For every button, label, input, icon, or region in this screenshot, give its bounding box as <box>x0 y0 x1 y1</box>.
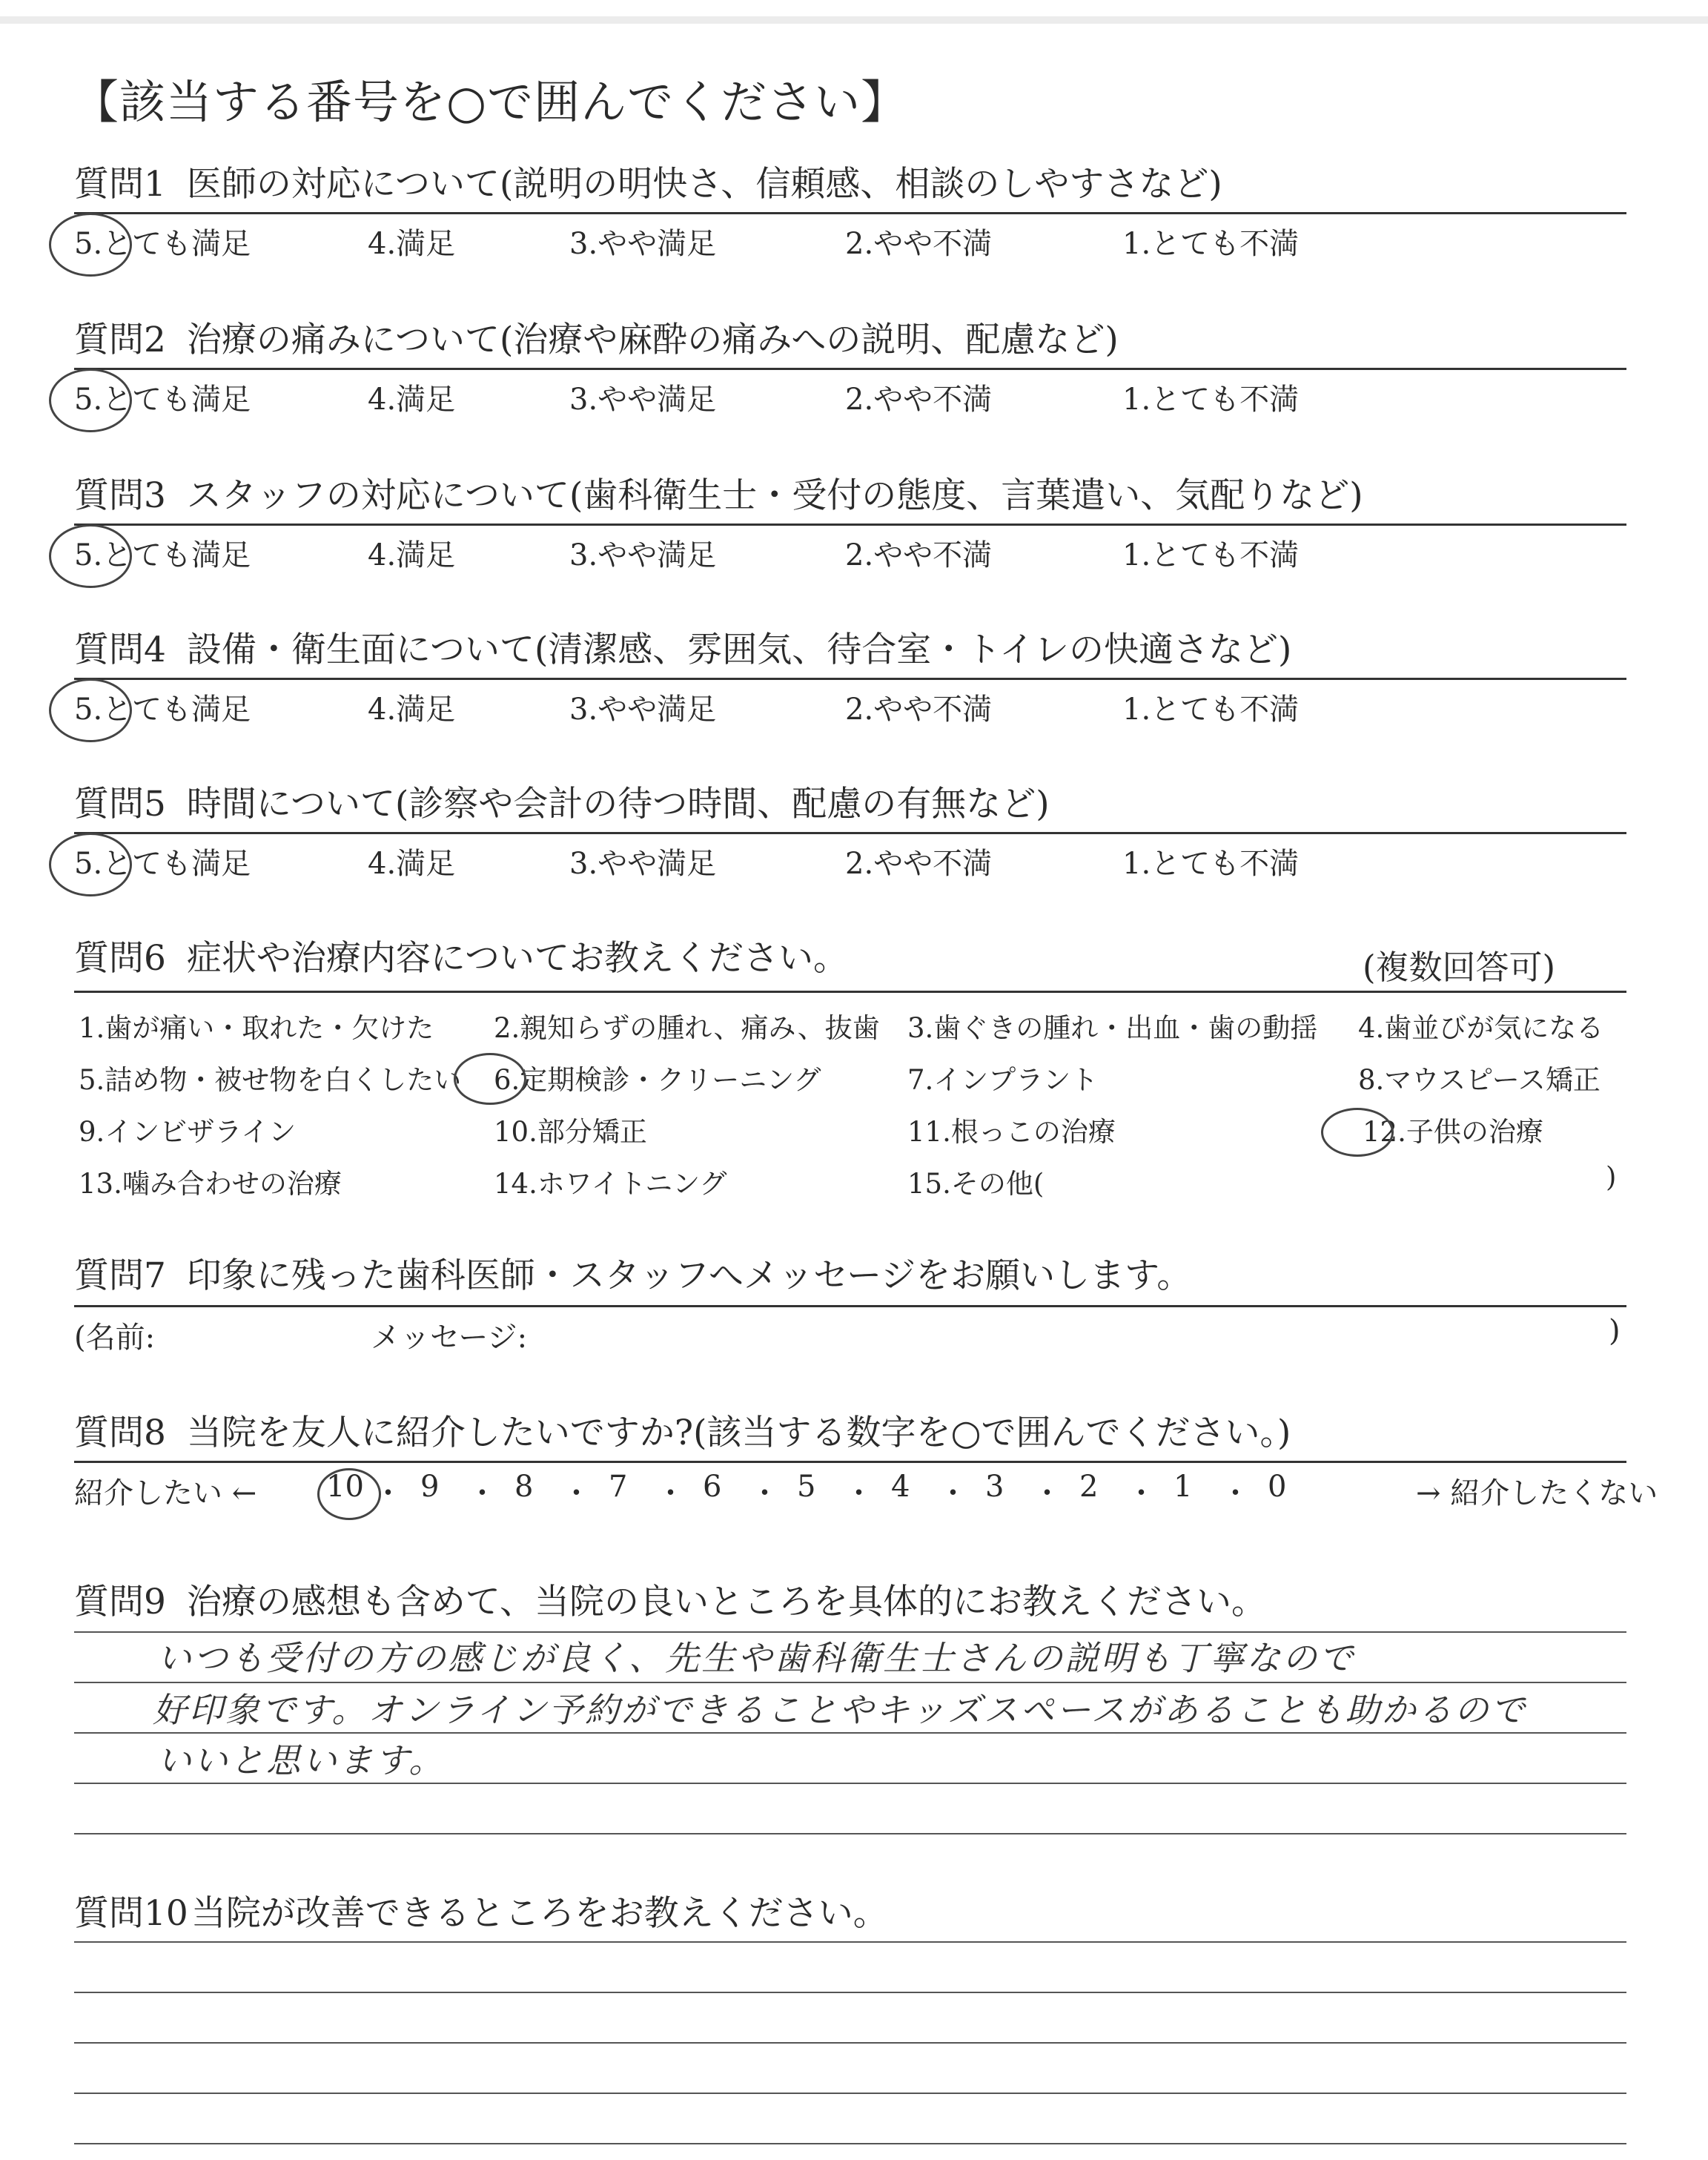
question-1 <box>74 162 1631 262</box>
scale-value[interactable]: 9 <box>420 1470 440 1504</box>
question-number: 質問1 <box>74 164 166 205</box>
question-text: 治療の痛みについて(治療や麻酔の痛みへの説明、配慮など) <box>186 320 1119 360</box>
treatment-option[interactable]: 14.ホワイトニング <box>494 1168 727 1200</box>
answer-line <box>74 1833 1626 1834</box>
scale-separator: ・ <box>1126 1476 1156 1510</box>
handwritten-circle <box>49 213 132 277</box>
close-paren: ) <box>1609 1314 1621 1348</box>
scale-separator: ・ <box>1220 1476 1251 1510</box>
scale-value[interactable]: 7 <box>609 1470 628 1504</box>
rating-option[interactable]: 2.やや不満 <box>845 227 993 261</box>
question-number: 質問4 <box>74 630 166 670</box>
scale-value[interactable]: 1 <box>1174 1470 1193 1504</box>
message-label: メッセージ: <box>371 1321 528 1355</box>
question-rule <box>74 1461 1626 1463</box>
question-rule <box>74 1305 1626 1307</box>
question-7 <box>74 1253 1631 1299</box>
answer-line <box>74 1941 1626 1943</box>
recommend-scale <box>74 1465 1658 1513</box>
scale-value[interactable]: 4 <box>891 1470 910 1504</box>
question-4 <box>74 627 1631 727</box>
scale-separator: ・ <box>749 1476 780 1510</box>
rating-option[interactable]: 1.とても不満 <box>1122 538 1300 572</box>
question-text: 症状や治療内容についてお教えください。 <box>186 938 848 979</box>
treatment-option[interactable]: 15.その他( <box>907 1168 1045 1200</box>
question-3 <box>74 473 1631 573</box>
question-number: 質問5 <box>74 784 166 825</box>
handwritten-circle <box>49 524 132 588</box>
handwritten-circle <box>1321 1108 1394 1157</box>
question-text: 設備・衛生面について(清潔感、雰囲気、待合室・トイレの快適さなど) <box>186 630 1292 670</box>
scale-value[interactable]: 6 <box>703 1470 722 1504</box>
question-9 <box>74 1579 1631 1625</box>
rating-option[interactable]: 5.とても満足 <box>74 847 251 881</box>
question-number: 質問3 <box>74 475 166 516</box>
answer-line <box>74 1992 1626 1993</box>
treatment-option[interactable]: 1.歯が痛い・取れた・欠けた <box>79 1012 434 1044</box>
rating-option[interactable]: 2.やや不満 <box>845 538 993 572</box>
rating-options <box>74 526 1631 573</box>
question-8 <box>74 1410 1631 1456</box>
question-number: 質問9 <box>74 1582 166 1622</box>
handwritten-circle <box>49 678 132 742</box>
rating-option[interactable]: 4.満足 <box>368 693 456 727</box>
rating-option[interactable]: 5.とても満足 <box>74 383 251 417</box>
question-text: 治療の感想も含めて、当院の良いところを具体的にお教えください。 <box>186 1582 1266 1622</box>
treatment-option[interactable]: 9.インビザライン <box>79 1116 297 1148</box>
rating-option[interactable]: 3.やや満足 <box>569 693 717 727</box>
handwritten-answer-line: いつも受付の方の感じが良く、先生や歯科衛生士さんの説明も丁寧なので <box>157 1638 1356 1678</box>
treatment-option[interactable]: 8.マウスピース矯正 <box>1358 1064 1601 1096</box>
question-text: スタッフの対応について(歯科衛生士・受付の態度、言葉遣い、気配りなど) <box>186 475 1363 516</box>
rating-options <box>74 834 1631 882</box>
scale-left-label: 紹介したい ← <box>74 1476 257 1510</box>
answer-line <box>74 2143 1626 2144</box>
rating-option[interactable]: 3.やや満足 <box>569 538 717 572</box>
treatment-option[interactable]: 7.インプラント <box>907 1064 1099 1096</box>
question-number: 質問2 <box>74 320 166 360</box>
question-2 <box>74 317 1631 417</box>
rating-option[interactable]: 5.とても満足 <box>74 227 251 261</box>
question-text: 印象に残った歯科医師・スタッフへメッセージをお願いします。 <box>186 1255 1192 1296</box>
treatment-option[interactable]: 6.定期検診・クリーニング <box>494 1064 821 1096</box>
rating-option[interactable]: 4.満足 <box>368 227 456 261</box>
treatment-option[interactable]: 11.根っこの治療 <box>907 1116 1116 1148</box>
scale-separator: ・ <box>561 1476 592 1510</box>
treatment-option[interactable]: 4.歯並びが気になる <box>1358 1012 1604 1044</box>
scale-value[interactable]: 10 <box>326 1470 364 1504</box>
answer-line <box>74 2093 1626 2094</box>
scale-value[interactable]: 0 <box>1268 1470 1287 1504</box>
rating-option[interactable]: 1.とても不満 <box>1122 847 1300 881</box>
scale-value[interactable]: 2 <box>1079 1470 1099 1504</box>
rating-option[interactable]: 2.やや不満 <box>845 847 993 881</box>
rating-option[interactable]: 5.とても満足 <box>74 693 251 727</box>
rating-option[interactable]: 1.とても不満 <box>1122 383 1300 417</box>
handwritten-answer-line: 好印象です。オンライン予約ができることやキッズスペースがあることも助かるので <box>153 1690 1527 1730</box>
treatment-option[interactable]: 13.噛み合わせの治療 <box>79 1168 342 1200</box>
rating-option[interactable]: 4.満足 <box>368 383 456 417</box>
rating-options <box>74 680 1631 727</box>
scale-value[interactable]: 3 <box>985 1470 1004 1504</box>
page-title: 【該当する番号を○で囲んでください】 <box>73 75 908 129</box>
scale-separator: ・ <box>938 1476 968 1510</box>
rating-option[interactable]: 3.やや満足 <box>569 227 717 261</box>
question-number: 質問6 <box>74 938 166 979</box>
question-5 <box>74 782 1631 882</box>
scale-value[interactable]: 5 <box>797 1470 816 1504</box>
scale-right-label: → 紹介したくない <box>1416 1476 1658 1510</box>
name-label: (名前: <box>74 1321 156 1355</box>
scale-separator: ・ <box>844 1476 874 1510</box>
question-number: 質問7 <box>74 1255 166 1296</box>
handwritten-circle <box>49 369 132 432</box>
close-paren: ) <box>1606 1161 1617 1193</box>
question-10 <box>74 1891 1631 1937</box>
treatment-option[interactable]: 5.詰め物・被せ物を白くしたい <box>79 1064 462 1096</box>
rating-option[interactable]: 4.満足 <box>368 847 456 881</box>
handwritten-circle <box>317 1468 381 1520</box>
treatment-option[interactable]: 12.子供の治療 <box>1363 1116 1543 1148</box>
answer-line <box>74 2042 1626 2044</box>
rating-options <box>74 370 1631 417</box>
question-text: 時間について(診察や会計の待つ時間、配慮の有無など) <box>186 784 1050 825</box>
handwritten-circle <box>49 833 132 896</box>
rating-option[interactable]: 5.とても満足 <box>74 538 251 572</box>
answer-line <box>74 1783 1626 1784</box>
rating-options <box>74 214 1631 262</box>
rating-option[interactable]: 1.とても不満 <box>1122 693 1300 727</box>
question-text: 当院が改善できるところをお教えください。 <box>191 1893 888 1934</box>
scale-value[interactable]: 8 <box>514 1470 534 1504</box>
rating-option[interactable]: 4.満足 <box>368 538 456 572</box>
rating-option[interactable]: 3.やや満足 <box>569 383 717 417</box>
question-text: 医師の対応について(説明の明快さ、信頼感、相談のしやすさなど) <box>186 164 1222 205</box>
scale-separator: ・ <box>1032 1476 1062 1510</box>
question-number: 質問8 <box>74 1413 166 1453</box>
question-rule <box>74 991 1626 993</box>
scale-separator: ・ <box>467 1476 497 1510</box>
rating-option[interactable]: 3.やや満足 <box>569 847 717 881</box>
rating-option[interactable]: 2.やや不満 <box>845 383 993 417</box>
scale-separator: ・ <box>655 1476 686 1510</box>
treatment-option[interactable]: 10.部分矯正 <box>494 1116 647 1148</box>
multi-answer-note: (複数回答可) <box>1363 948 1556 987</box>
handwritten-circle <box>454 1053 526 1105</box>
handwritten-answer-line: いいと思います。 <box>157 1740 446 1780</box>
question-text: 当院を友人に紹介したいですか?(該当する数字を○で囲んでください。) <box>186 1413 1291 1453</box>
rating-option[interactable]: 1.とても不満 <box>1122 227 1300 261</box>
rating-option[interactable]: 2.やや不満 <box>845 693 993 727</box>
treatment-option[interactable]: 3.歯ぐきの腫れ・出血・歯の動揺 <box>907 1012 1318 1044</box>
scale-separator: ・ <box>373 1476 403 1510</box>
treatment-option[interactable]: 2.親知らずの腫れ、痛み、抜歯 <box>494 1012 880 1044</box>
question-number: 質問10 <box>74 1893 188 1934</box>
